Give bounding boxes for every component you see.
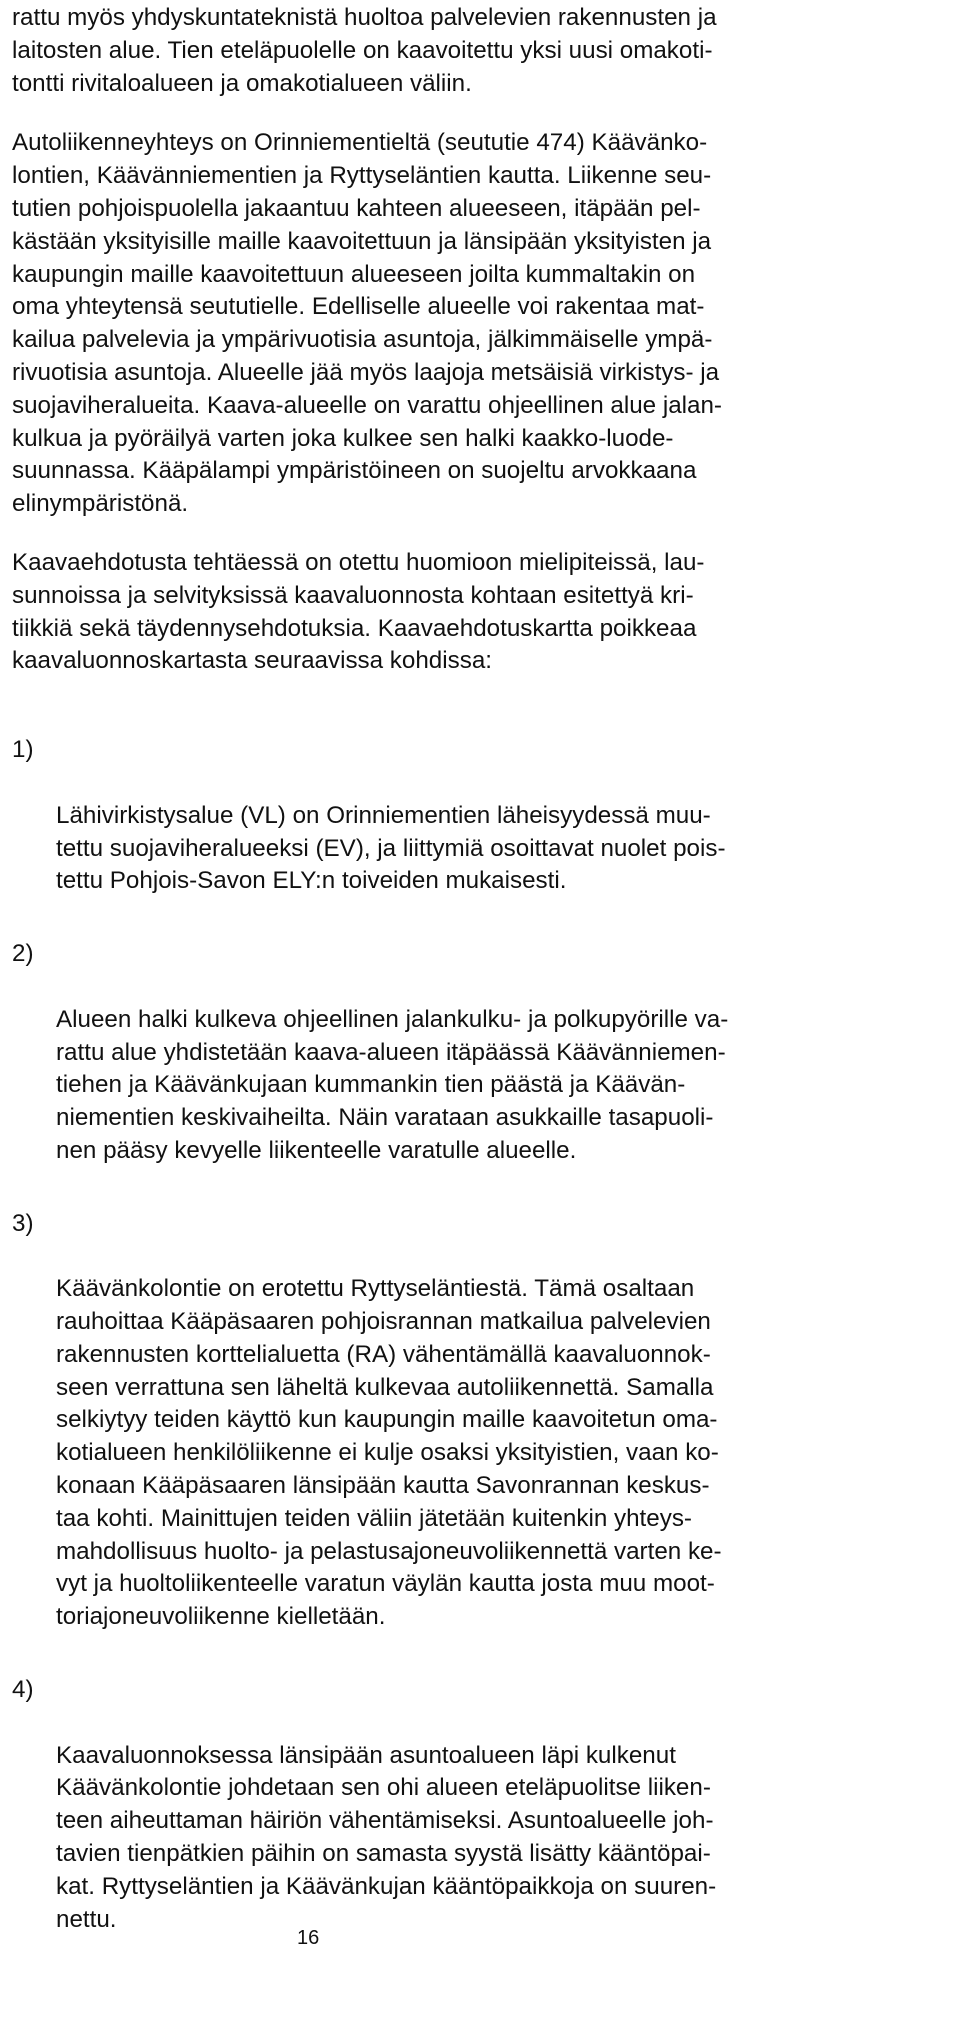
page-number: 16 [297, 1927, 320, 1949]
list-item-number: 4) [12, 1676, 34, 1704]
list-item-number: 1) [12, 736, 34, 764]
document-body [12, 2, 947, 1936]
numbered-list [12, 734, 947, 1936]
list-item-text: Lähivirkistysalue (VL) on Orinniementien läheisyydessä muu- tettu suojaviheralueeksi (EV), ja liittymiä osoittavat nuolet pois- tettu Pohjois-Savon ELY:n toiveiden mukaisesti. [56, 801, 726, 895]
list-item-number: 2) [12, 940, 34, 968]
list-item [12, 1674, 947, 1936]
list-item-number: 3) [12, 1209, 34, 1237]
paragraph: Autoliikenneyhteys on Orinniementieltä (seututie 474) Käävänko- lontien, Käävänniementien ja Ryttyseläntien kautta. Liikenne seu- tutien pohjoispuolella jakaantuu kahteen alueeseen, itäpään pel- kästään yksityisille maille kaavoitettuun ja länsipään yksityisten ja kaupungin maille kaavoitettuun alueeseen joilta kummaltakin on oma yhteytensä seututielle. Edelliselle alueelle voi rakentaa mat- kailua palvelevia ja ympärivuotisia asuntoja, jälkimmäiselle ympä- rivuotisia asuntoja. Alueelle jää myös laajoja metsäisiä virkistys- ja suojaviheralueita. Kaava-alueelle on varattu ohjeellinen alue jalan- kulkua ja pyöräilyä varten joka kulkee sen halki kaakko-luode- suunnassa. Kääpälampi ympäristöineen on suojeltu arvokkaana elinympäristönä. [12, 129, 722, 518]
list-item [12, 1208, 947, 1634]
list-item-text: Käävänkolontie on erotettu Ryttyseläntiestä. Tämä osaltaan rauhoittaa Kääpäsaaren pohjoisrannan matkailua palvelevien rakennusten korttelialuetta (RA) vähentämällä kaavaluonnok- seen verrattuna sen läheltä kulkevaa autoliikennettä. Samalla selkiytyy teiden käyttö kun kaupungin maille kaavoitetun oma- kotialueen henkilöliikenne ei kulje osaksi yksityistien, vaan ko- konaan Kääpäsaaren länsipään kautta Savonrannan keskus- taa kohti. Mainittujen teiden väliin jätetään kuitenkin yhteys- mahdollisuus huolto- ja pelastusajoneuvoliikennettä varten ke- vyt ja huoltoliikenteelle varatun väylän kautta josta muu moot- toriajoneuvoliikenne kielletään. [56, 1275, 722, 1631]
paragraph: Kaavaehdotusta tehtäessä on otettu huomioon mielipiteissä, lau- sunnoissa ja selvityksissä kaavaluonnosta kohtaan esitettyä kri- tiikkiä sekä täydennysehdotuksia. Kaavaehdotuskartta poikkeaa kaavaluonnoskartasta seuraavissa kohdissa: [12, 548, 705, 675]
list-item [12, 734, 947, 898]
paragraph: rattu myös yhdyskuntateknistä huoltoa palvelevien rakennusten ja laitosten alue. Tien eteläpuolelle on kaavoitettu yksi uusi omakoti- tontti rivitaloalueen ja omakotialueen väliin. [12, 4, 717, 97]
list-item [12, 938, 947, 1168]
list-item-text: Kaavaluonnoksessa länsipään asuntoalueen läpi kulkenut Käävänkolontie johdetaan sen ohi alueen eteläpuolitse liiken- teen aiheuttaman häiriön vähentämiseksi. Asuntoalueelle joh- tavien tienpätkien päihin on samasta syystä lisätty kääntöpai- kat. Ryttyseläntien ja Käävänkujan kääntöpaikkoja on suuren- nettu. [56, 1741, 717, 1933]
list-item-text: Alueen halki kulkeva ohjeellinen jalankulku- ja polkupyörille va- rattu alue yhdistetään kaava-alueen itäpäässä Käävänniemen- tiehen ja Käävänkujaan kummankin tien päästä ja Käävän- niementien keskivaiheilta. Näin varataan asukkaille tasapuoli- nen pääsy kevyelle liikenteelle varatulle alueelle. [56, 1005, 729, 1164]
